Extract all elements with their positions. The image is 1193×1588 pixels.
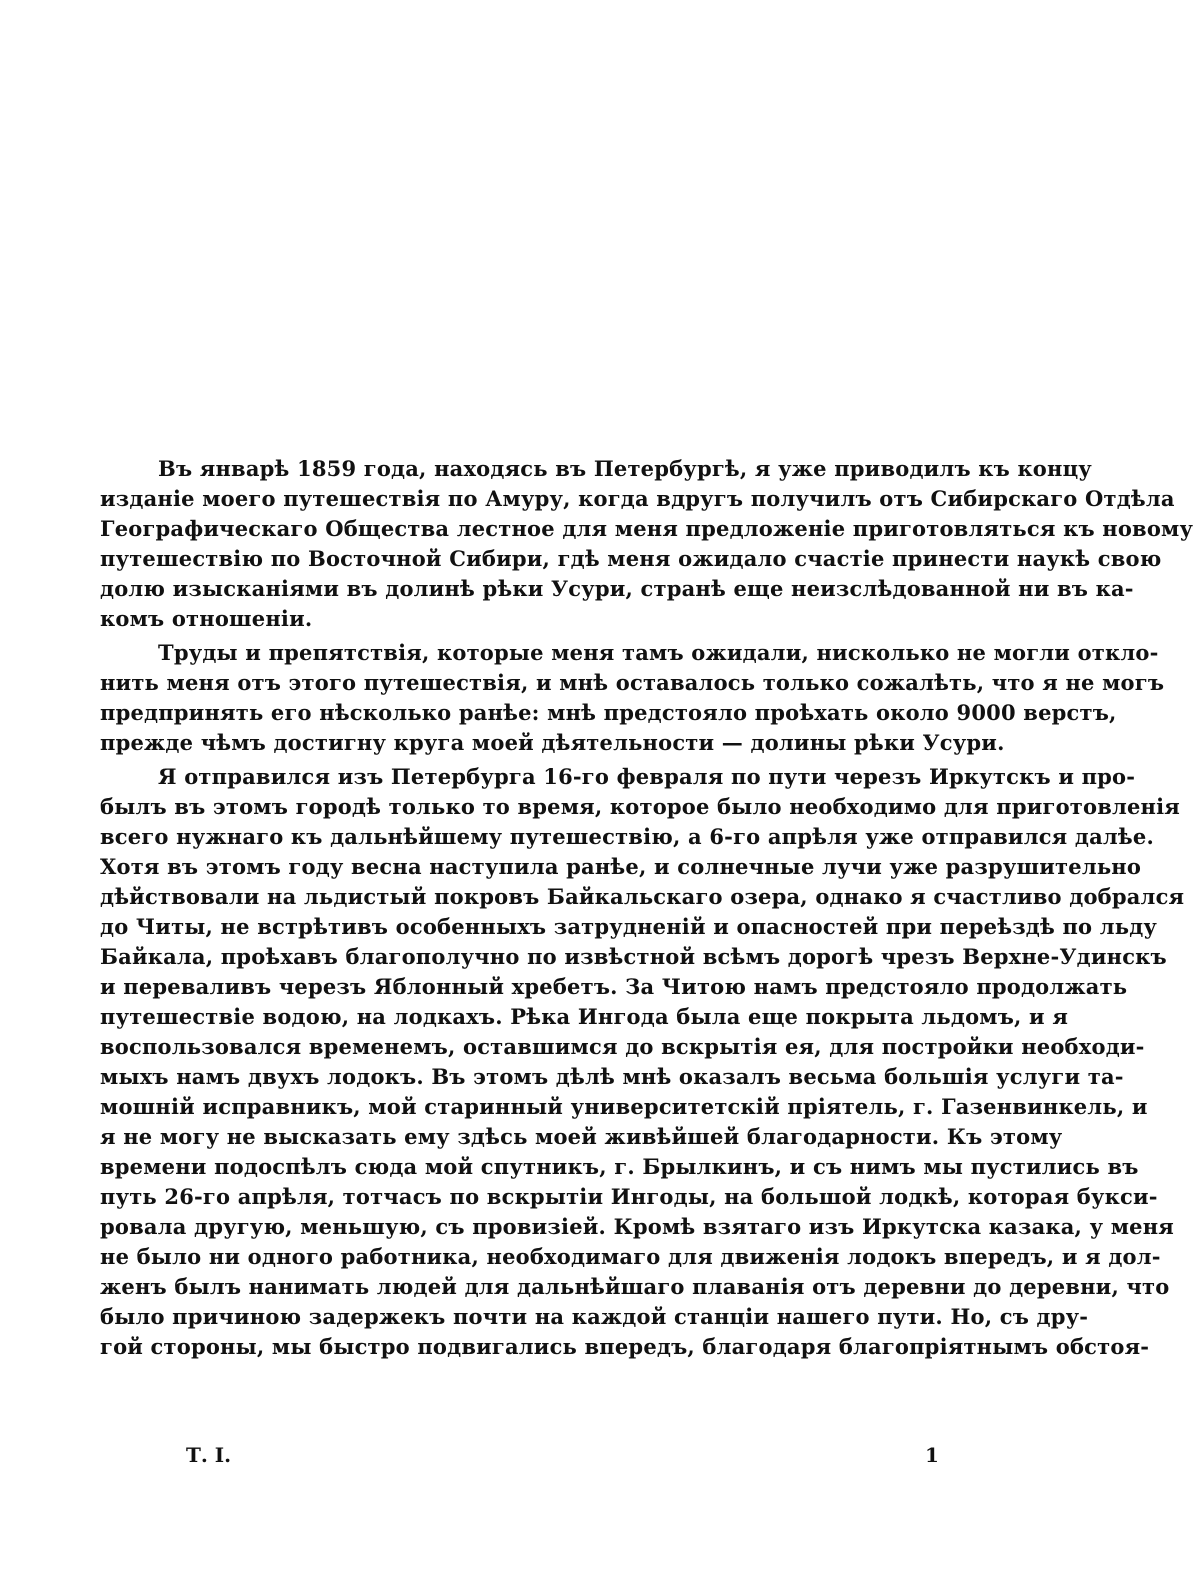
text-line: было причиною задержекъ почти на каждой станціи нашего пути. Но, съ дру- xyxy=(100,1304,1089,1329)
text-line: Въ январѣ 1859 года, находясь въ Петербургѣ, я уже приводилъ къ концу xyxy=(158,456,1092,481)
text-line: нить меня отъ этого путешествія, и мнѣ оставалось только сожалѣть, что я не могъ xyxy=(100,670,1165,695)
text-line: не было ни одного работника, необходимаго для движенія лодокъ впередъ, и я дол- xyxy=(100,1244,1161,1269)
text-line: былъ въ этомъ городѣ только то время, которое было необходимо для приготовленія xyxy=(100,794,1181,819)
text-line: изданіе моего путешествія по Амуру, когда вдругъ получилъ отъ Сибирскаго Отдѣла xyxy=(100,486,1175,511)
text-line: прежде чѣмъ достигну круга моей дѣятельности — долины рѣки Усури. xyxy=(100,730,1005,755)
paragraph-2 xyxy=(100,638,1165,758)
text-line: путешествію по Восточной Сибири, гдѣ меня ожидало счастіе принести наукѣ свою xyxy=(100,546,1162,571)
text-line: Географическаго Общества лестное для меня предложеніе приготовляться къ новому xyxy=(100,516,1193,541)
text-line: до Читы, не встрѣтивъ особенныхъ затрудненій и опасностей при переѣздѣ по льду xyxy=(100,914,1158,939)
signature-mark: Т. I. xyxy=(186,1443,232,1467)
paragraph-1 xyxy=(100,454,1193,634)
text-line: Труды и препятствія, которые меня тамъ ожидали, нисколько не могли откло- xyxy=(158,640,1159,665)
text-line: путь 26-го апрѣля, тотчасъ по вскрытіи Ингоды, на большой лодкѣ, которая букси- xyxy=(100,1184,1158,1209)
text-line: мыхъ намъ двухъ лодокъ. Въ этомъ дѣлѣ мнѣ оказалъ весьма большія услуги та- xyxy=(100,1064,1124,1089)
text-line: воспользовался временемъ, оставшимся до вскрытія ея, для постройки необходи- xyxy=(100,1034,1145,1059)
text-line: долю изысканіями въ долинѣ рѣки Усури, странѣ еще неизслѣдованной ни въ ка- xyxy=(100,576,1134,601)
text-line: гой стороны, мы быстро подвигались впередъ, благодаря благопріятнымъ обстоя- xyxy=(100,1334,1150,1359)
text-line: мошній исправникъ, мой старинный университетскій пріятель, г. Газенвинкель, и xyxy=(100,1094,1148,1119)
text-line: предпринять его нѣсколько ранѣе: мнѣ предстояло проѣхать около 9000 верстъ, xyxy=(100,700,1117,725)
text-line: Хотя въ этомъ году весна наступила ранѣе, и солнечные лучи уже разрушительно xyxy=(100,854,1142,879)
paragraph-3 xyxy=(100,762,1185,1362)
text-line: всего нужнаго къ дальнѣйшему путешествію, а 6-го апрѣля уже отправился далѣе. xyxy=(100,824,1154,849)
text-line: дѣйствовали на льдистый покровъ Байкальскаго озера, однако я счастливо добрался xyxy=(100,884,1185,909)
text-line: комъ отношеніи. xyxy=(100,606,313,631)
text-line: Я отправился изъ Петербурга 16-го февраля по пути черезъ Иркутскъ и про- xyxy=(158,764,1136,789)
text-line: ровала другую, меньшую, съ провизіей. Кромѣ взятаго изъ Иркутска казака, у меня xyxy=(100,1214,1175,1239)
text-line: Байкала, проѣхавъ благополучно по извѣстной всѣмъ дорогѣ чрезъ Верхне-Удинскъ xyxy=(100,944,1167,969)
text-line: я не могу не высказать ему здѣсь моей живѣйшей благодарности. Къ этому xyxy=(100,1124,1063,1149)
text-line: времени подоспѣлъ сюда мой спутникъ, г. Брылкинъ, и съ нимъ мы пустились въ xyxy=(100,1154,1139,1179)
page-number: 1 xyxy=(925,1443,939,1467)
text-line: и переваливъ черезъ Яблонный хребетъ. За Читою намъ предстояло продолжать xyxy=(100,974,1128,999)
text-line: путешествіе водою, на лодкахъ. Рѣка Ингода была еще покрыта льдомъ, и я xyxy=(100,1004,1069,1029)
body-text xyxy=(100,454,1193,1362)
text-line: женъ былъ нанимать людей для дальнѣйшаго плаванія отъ деревни до деревни, что xyxy=(100,1274,1170,1299)
